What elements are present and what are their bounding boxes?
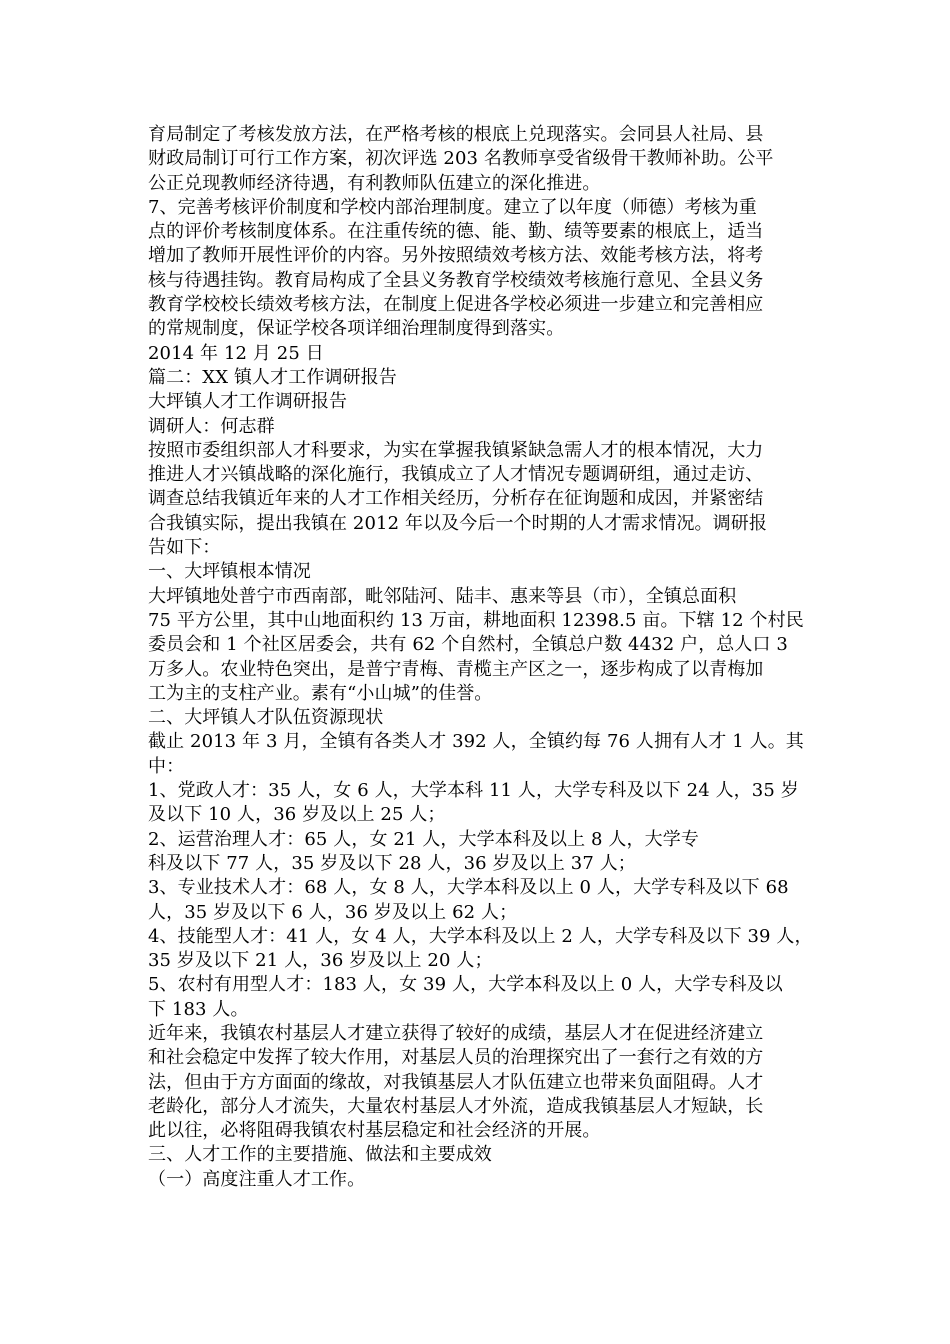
section-heading: 二、大坪镇人才队伍资源现状 <box>148 707 384 729</box>
author-line: 调研人：何志群 <box>148 415 275 437</box>
text-line: 核与待遇挂钩。教育局构成了全县义务教育学校绩效考核施行意见、全县义务 <box>148 269 764 291</box>
list-item: 及以下 10 人，36 岁及以上 25 人； <box>148 804 446 826</box>
list-item: 2、运营治理人才：65 人，女 21 人，大学本科及以上 8 人，大学专 <box>148 828 699 850</box>
list-item: 科及以下 77 人，35 岁及以下 28 人，36 岁及以上 37 人； <box>148 852 636 874</box>
section-heading: 一、大坪镇根本情况 <box>148 561 311 583</box>
text-line: 截止 2013 年 3 月，全镇有各类人才 392 人，全镇约每 76 人拥有人才 1 人。其 <box>148 731 804 753</box>
list-item: 人，35 岁及以下 6 人，36 岁及以上 62 人； <box>148 901 518 923</box>
subsection-heading: （一）高度注重人才工作。 <box>148 1168 366 1190</box>
text-line: 调查总结我镇近年来的人才工作相关经历，分析存在征询题和成因，并紧密结 <box>148 488 764 510</box>
list-item: 5、农村有用型人才：183 人，女 39 人，大学本科及以上 0 人，大学专科及以 <box>148 974 783 996</box>
list-item: 下 183 人。 <box>148 998 249 1020</box>
report-title: 大坪镇人才工作调研报告 <box>148 391 348 413</box>
text-line: 万多人。农业特色突出，是普宁青梅、青榄主产区之一，逐步构成了以青梅加 <box>148 658 764 680</box>
text-line: 的常规制度，保证学校各项详细治理制度得到落实。 <box>148 318 565 340</box>
document-body <box>148 123 813 1192</box>
text-line: 教育学校校长绩效考核方法，在制度上促进各学校必须进一步建立和完善相应 <box>148 294 764 316</box>
text-line: 育局制定了考核发放方法，在严格考核的根底上兑现落实。会同县人社局、县 <box>148 124 764 145</box>
date-line: 2014 年 12 月 25 日 <box>148 342 324 364</box>
text-line: 和社会稳定中发挥了较大作用，对基层人员的治理探究出了一套行之有效的方 <box>148 1047 764 1069</box>
list-item: 1、党政人才：35 人，女 6 人，大学本科 11 人，大学专科及以下 24 人，35 岁 <box>148 780 799 802</box>
text-line: 推进人才兴镇战略的深化施行，我镇成立了人才情况专题调研组，通过走访、 <box>148 464 764 486</box>
text-line: 工为主的支柱产业。素有“小山城”的佳誉。 <box>148 682 493 704</box>
text-line: 法，但由于方方面面的缘故，对我镇基层人才队伍建立也带来负面阻碍。人才 <box>148 1071 764 1093</box>
text-line: 此以往，必将阻碍我镇农村基层稳定和社会经济的开展。 <box>148 1120 601 1142</box>
section-heading: 三、人才工作的主要措施、做法和主要成效 <box>148 1144 492 1166</box>
text-line: 近年来，我镇农村基层人才建立获得了较好的成绩，基层人才在促进经济建立 <box>148 1022 764 1044</box>
text-line: 按照市委组织部人才科要求，为实在掌握我镇紧缺急需人才的根本情况，大力 <box>148 439 764 461</box>
text-line: 合我镇实际，提出我镇在 2012 年以及今后一个时期的人才需求情况。调研报 <box>148 512 767 534</box>
text-line: 中： <box>148 755 185 777</box>
text-line: 公正兑现教师经济待遇，有利教师队伍建立的深化推进。 <box>148 172 601 194</box>
text-line: 点的评价考核制度体系。在注重传统的德、能、勤、绩等要素的根底上，适当 <box>148 221 764 243</box>
text-line: 75 平方公里，其中山地面积约 13 万亩，耕地面积 12398.5 亩。下辖 12 个村民 <box>148 609 804 631</box>
section-heading: 篇二：XX 镇人才工作调研报告 <box>148 366 397 388</box>
text-line: 增加了教师开展性评价的内容。另外按照绩效考核方法、效能考核方法，将考 <box>148 245 764 267</box>
text-line: 大坪镇地处普宁市西南部，毗邻陆河、陆丰、惠来等县（市），全镇总面积 <box>148 585 737 607</box>
list-item: 35 岁及以下 21 人，36 岁及以上 20 人； <box>148 950 493 972</box>
text-line: 财政局制订可行工作方案，初次评选 203 名教师享受省级骨干教师补助。公平 <box>148 148 774 170</box>
list-item: 4、技能型人才：41 人，女 4 人，大学本科及以上 2 人，大学专科及以下 39 人， <box>148 925 813 947</box>
list-item: 3、专业技术人才：68 人，女 8 人，大学本科及以上 0 人，大学专科及以下 68 <box>148 877 789 899</box>
text-line: 7、完善考核评价制度和学校内部治理制度。建立了以年度（师德）考核为重 <box>148 196 757 218</box>
text-line: 委员会和 1 个社区居委会，共有 62 个自然村，全镇总户数 4432 户，总人口 3 <box>148 634 788 656</box>
text-line: 告如下： <box>148 537 221 559</box>
text-line: 老龄化，部分人才流失，大量农村基层人才外流，造成我镇基层人才短缺，长 <box>148 1095 764 1117</box>
